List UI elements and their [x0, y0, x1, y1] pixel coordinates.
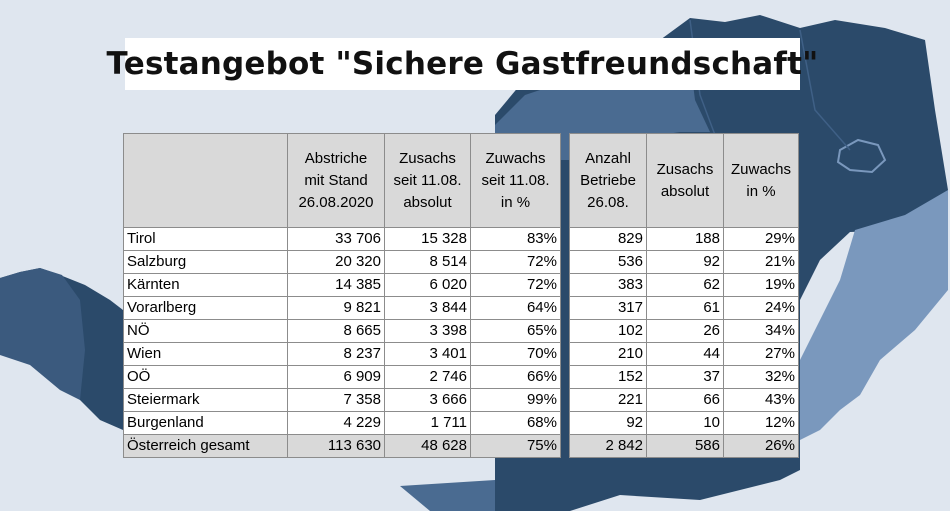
table-cell: 586 — [647, 435, 724, 458]
table-cell: 64% — [471, 297, 561, 320]
column-header-line: Zusachs — [656, 160, 714, 178]
table-cell: 6 909 — [288, 366, 385, 389]
table-cell: 66% — [471, 366, 561, 389]
column-header-line: mit Stand — [304, 171, 368, 189]
region-name-cell: Kärnten — [124, 274, 288, 297]
table-row — [570, 389, 799, 412]
table-cell: 9 821 — [288, 297, 385, 320]
column-header — [124, 134, 288, 228]
table-cell: 10 — [647, 412, 724, 435]
column-header — [724, 134, 799, 228]
table-row — [570, 274, 799, 297]
test-table-right — [569, 133, 799, 458]
table-cell: 113 630 — [288, 435, 385, 458]
region-name-cell: Burgenland — [124, 412, 288, 435]
column-header-line: absolut — [403, 193, 452, 211]
column-header-line: Zusachs — [399, 149, 456, 167]
table-row — [570, 412, 799, 435]
table-cell: 83% — [471, 228, 561, 251]
table-cell: 14 385 — [288, 274, 385, 297]
table-cell: 48 628 — [385, 435, 471, 458]
table-cell: 21% — [724, 251, 799, 274]
table-row — [570, 251, 799, 274]
column-header-line: seit 11.08. — [481, 171, 550, 189]
table-cell: 4 229 — [288, 412, 385, 435]
column-header-line: Abstriche — [304, 149, 368, 167]
table-cell: 32% — [724, 366, 799, 389]
table-cell: 2 746 — [385, 366, 471, 389]
table-cell: 68% — [471, 412, 561, 435]
table-cell: 70% — [471, 343, 561, 366]
table-header-row — [570, 134, 799, 228]
column-header — [385, 134, 471, 228]
table-cell: 27% — [724, 343, 799, 366]
table-row — [124, 435, 561, 458]
table-cell: 26% — [724, 435, 799, 458]
table-cell: 72% — [471, 274, 561, 297]
page-title: Testangebot "Sichere Gastfreundschaft" — [106, 46, 819, 82]
table-cell: 8 237 — [288, 343, 385, 366]
title-banner — [106, 38, 819, 90]
table-cell: 37 — [647, 366, 724, 389]
table-cell: 12% — [724, 412, 799, 435]
table-cell: 44 — [647, 343, 724, 366]
region-name-cell: Steiermark — [124, 389, 288, 412]
table-cell: 3 666 — [385, 389, 471, 412]
table-cell: 210 — [570, 343, 647, 366]
table-cell: 221 — [570, 389, 647, 412]
table-cell: 66 — [647, 389, 724, 412]
table-cell: 3 398 — [385, 320, 471, 343]
table-cell: 188 — [647, 228, 724, 251]
column-header-line: seit 11.08. — [393, 171, 462, 189]
column-header-line: Betriebe — [580, 171, 636, 189]
table-cell: 383 — [570, 274, 647, 297]
region-name-cell: NÖ — [124, 320, 288, 343]
table-cell: 24% — [724, 297, 799, 320]
table-cell: 72% — [471, 251, 561, 274]
table-cell: 61 — [647, 297, 724, 320]
table-cell: 102 — [570, 320, 647, 343]
test-table-left — [123, 133, 561, 458]
table-cell: 75% — [471, 435, 561, 458]
table-cell: 34% — [724, 320, 799, 343]
table-cell: 829 — [570, 228, 647, 251]
region-name-cell: Vorarlberg — [124, 297, 288, 320]
table-row — [570, 297, 799, 320]
table-cell: 43% — [724, 389, 799, 412]
table-cell: 7 358 — [288, 389, 385, 412]
table-cell: 29% — [724, 228, 799, 251]
region-name-cell: Wien — [124, 343, 288, 366]
table-cell: 19% — [724, 274, 799, 297]
table-row — [124, 251, 561, 274]
table-cell: 152 — [570, 366, 647, 389]
region-name-cell: Tirol — [124, 228, 288, 251]
table-cell: 3 401 — [385, 343, 471, 366]
column-header-line: Zuwachs — [730, 160, 792, 178]
table-row — [124, 412, 561, 435]
column-header-line: absolut — [660, 182, 710, 200]
column-header-line: 26.08.2020 — [298, 193, 374, 211]
column-header-line: Zuwachs — [485, 149, 546, 167]
table-cell: 15 328 — [385, 228, 471, 251]
table-cell: 65% — [471, 320, 561, 343]
table-cell: 1 711 — [385, 412, 471, 435]
table-row — [570, 228, 799, 251]
table-row — [124, 228, 561, 251]
column-header — [647, 134, 724, 228]
table-cell: 8 665 — [288, 320, 385, 343]
table-row — [570, 320, 799, 343]
table-header-row — [124, 134, 561, 228]
table-row — [570, 435, 799, 458]
column-header — [288, 134, 385, 228]
column-header — [471, 134, 561, 228]
region-name-cell: Österreich gesamt — [124, 435, 288, 458]
table-row — [124, 320, 561, 343]
table-cell: 92 — [570, 412, 647, 435]
column-header-line: in % — [500, 193, 531, 211]
table-cell: 99% — [471, 389, 561, 412]
table-row — [124, 343, 561, 366]
table-cell: 8 514 — [385, 251, 471, 274]
table-cell: 33 706 — [288, 228, 385, 251]
table-cell: 6 020 — [385, 274, 471, 297]
table-cell: 317 — [570, 297, 647, 320]
table-cell: 536 — [570, 251, 647, 274]
table-cell: 20 320 — [288, 251, 385, 274]
column-header-line: in % — [746, 182, 776, 200]
column-header — [570, 134, 647, 228]
table-cell: 92 — [647, 251, 724, 274]
table-cell: 26 — [647, 320, 724, 343]
table-cell: 62 — [647, 274, 724, 297]
table-row — [124, 274, 561, 297]
table-row — [124, 389, 561, 412]
table-row — [570, 343, 799, 366]
table-row — [124, 366, 561, 389]
table-cell: 2 842 — [570, 435, 647, 458]
region-name-cell: OÖ — [124, 366, 288, 389]
table-row — [124, 297, 561, 320]
column-header-line: 26.08. — [587, 193, 629, 211]
table-row — [570, 366, 799, 389]
region-name-cell: Salzburg — [124, 251, 288, 274]
column-header-line: Anzahl — [585, 149, 631, 167]
table-cell: 3 844 — [385, 297, 471, 320]
